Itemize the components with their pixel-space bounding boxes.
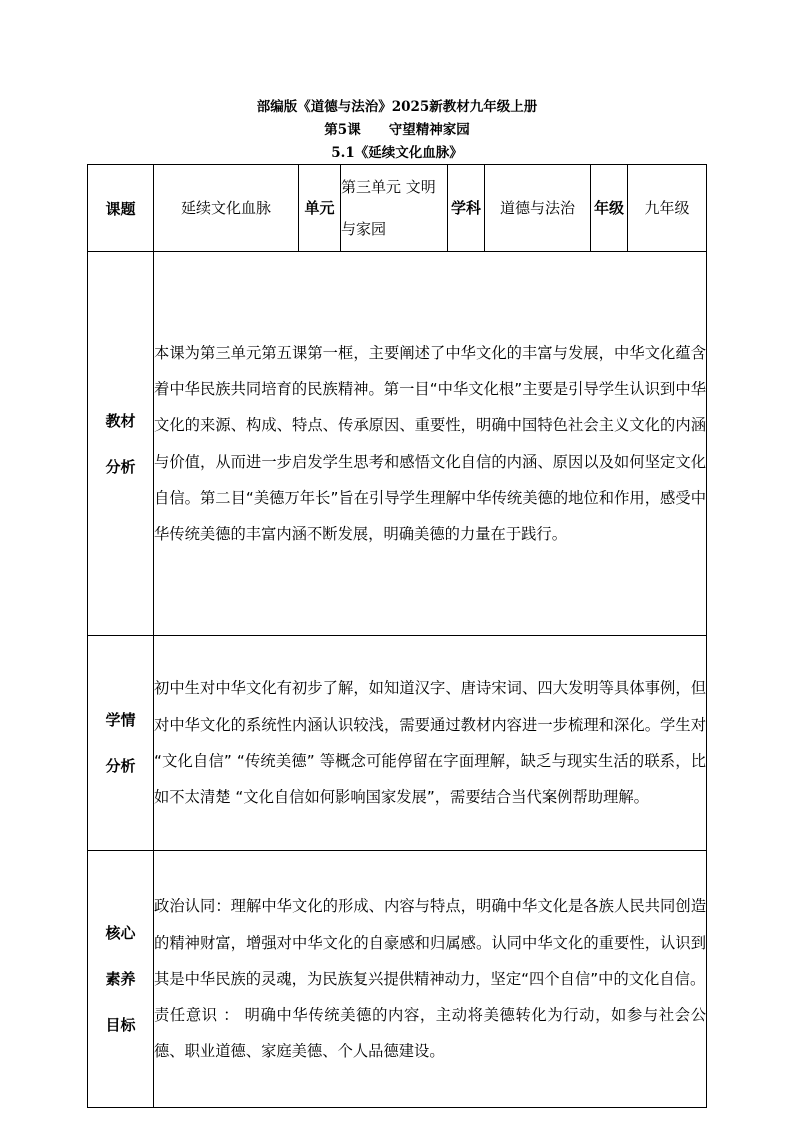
unit-value: 第三单元 文明与家园 (341, 165, 448, 252)
student-analysis-label-text: 学情分析 (105, 711, 136, 775)
core-goals-row (88, 851, 707, 1108)
student-analysis-label (88, 636, 154, 851)
core-goals-content (154, 851, 707, 1108)
grade-value: 九年级 (628, 165, 707, 252)
core-goals-paragraph-2: 责任意识 ： 明确中华传统美德的内容，主动将美德转化为行动，如参与社会公德、职业道德、家庭美德、个人品德建设。 (154, 1006, 706, 1061)
course-value: 延续文化血脉 (154, 165, 299, 252)
subject-value: 道德与法治 (485, 165, 591, 252)
subject-label: 学科 (448, 165, 485, 252)
student-analysis-content: 初中生对中华文化有初步了解，如知道汉字、唐诗宋词、四大发明等具体事例，但对中华文化的系统性内涵认识较浅，需要通过教材内容进一步梳理和深化。学生对 “文化自信” “传统美德” 等概念可能停留在字面理解，缺乏与现实生活的联系，比如不太清楚 “文化自信如何影响国家发展”，需要结合当代案例帮助理解。 (154, 636, 707, 851)
textbook-analysis-row (88, 252, 707, 636)
lesson-heading (0, 121, 794, 139)
course-label: 课题 (88, 165, 154, 252)
grade-label: 年级 (591, 165, 628, 252)
core-goals-paragraph-1: 政治认同：理解中华文化的形成、内容与特点，明确中华文化是各族人民共同创造的精神财富，增强对中华文化的自豪感和归属感。认同中华文化的重要性，认识到其是中华民族的灵魂，为民族复兴提供精神动力，坚定“四个自信”中的文化自信。 (154, 897, 706, 988)
textbook-analysis-label (88, 252, 154, 636)
lesson-plan-table (87, 164, 707, 1108)
core-goals-label-text: 核心素养目标 (105, 924, 136, 1034)
student-analysis-row (88, 636, 707, 851)
info-row (88, 165, 707, 252)
lesson-title: 守望精神家园 (388, 122, 470, 138)
textbook-analysis-label-text: 教材分析 (105, 411, 136, 476)
lesson-number: 第5课 (324, 122, 361, 138)
document-title: 部编版《道德与法治》2025新教材九年级上册 (256, 99, 538, 115)
textbook-analysis-content: 本课为第三单元第五课第一框，主要阐述了中华文化的丰富与发展，中华文化蕴含着中华民族共同培育的民族精神。第一目“中华文化根”主要是引导学生认识到中华文化的来源、构成、特点、传承原因、重要性，明确中国特色社会主义文化的内涵与价值，从而进一步启发学生思考和感悟文化自信的内涵、原因以及如何坚定文化自信。第二目“美德万年长”旨在引导学生理解中华传统美德的地位和作用，感受中华传统美德的丰富内涵不断发展，明确美德的力量在于践行。 (154, 252, 707, 636)
unit-label: 单元 (299, 165, 341, 252)
core-goals-label (88, 851, 154, 1108)
section-heading: 5.1《延续文化血脉》 (331, 145, 463, 161)
